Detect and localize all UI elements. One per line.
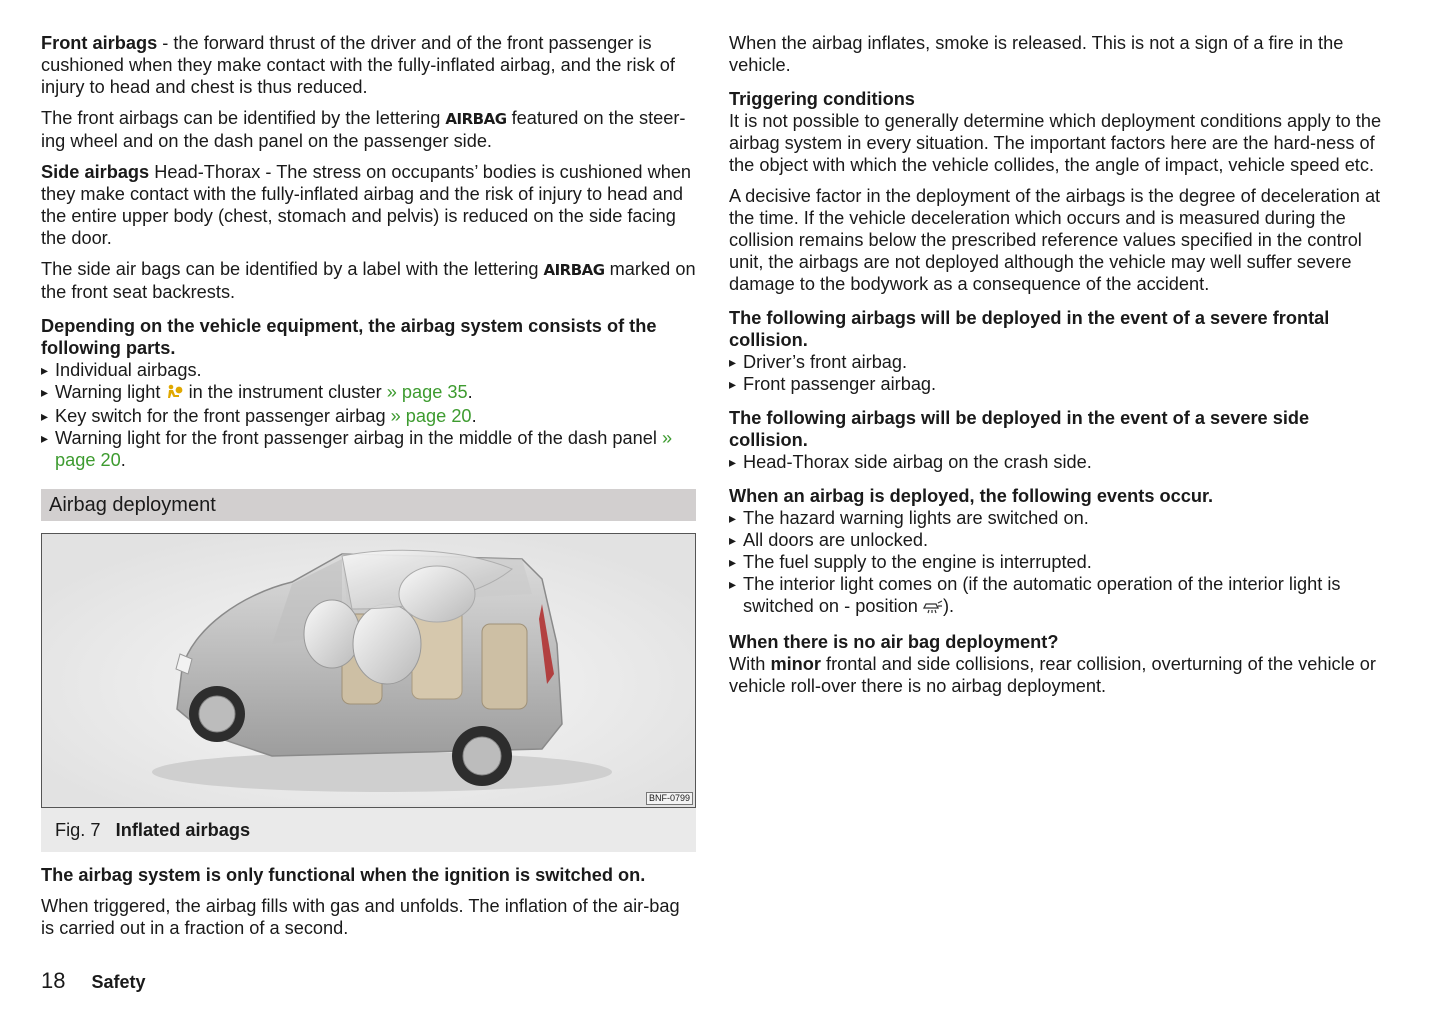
side-list	[729, 451, 1389, 473]
airbag-lettering: AIRBAG	[445, 110, 507, 128]
footer-section: Safety	[91, 972, 146, 992]
page-20-link[interactable]: » page 20	[55, 428, 673, 470]
left-column	[41, 32, 696, 948]
page-number: 18	[41, 968, 66, 993]
front-airbags-paragraph: Front airbags - the forward thrust of the driver and of the front passenger is cushioned when they make contact with the fully-inflated airbag, and the risk of injury to head and chest is thus reduced.	[41, 33, 675, 97]
parts-heading: Depending on the vehicle equipment, the airbag system consists of the following parts.	[41, 316, 657, 358]
frontal-list	[729, 351, 1389, 395]
decisive-paragraph: A decisive factor in the deployment of the airbags is the degree of deceleration at the time. If the vehicle deceleration which occurs and is measured during the collision remains below the prescribed reference values specified in the control unit, the airbags are not deployed although the vehicle may well suffer severe damage to the bodywork as a consequence of the accident.	[729, 186, 1381, 294]
frontal-heading: The following airbags will be deployed in the event of a severe frontal collision.	[729, 308, 1330, 350]
airbag-warning-icon	[166, 383, 184, 405]
events-heading: When an airbag is deployed, the following events occur.	[729, 486, 1214, 506]
interior-light-icon	[923, 597, 943, 619]
page-20-link[interactable]: » page 20	[390, 406, 472, 426]
triggering-heading: Triggering conditions	[729, 89, 915, 109]
list-item: ▸ The fuel supply to the engine is interrupted.	[729, 551, 1389, 573]
list-item: ▸ All doors are unlocked.	[729, 529, 1389, 551]
figure-code: BNF-0799	[646, 792, 693, 805]
list-item: ▸ The interior light comes on (if the automatic operation of the interior light is switched on - position ).	[729, 573, 1389, 619]
right-column	[729, 32, 1389, 706]
side-heading: The following airbags will be deployed in the event of a severe side collision.	[729, 408, 1310, 450]
side-airbags-paragraph: Side airbags Head-Thorax - The stress on occupants’ bodies is cushioned when they make contact with the fully-inflated airbag and the risk of injury to head and the entire upper body (chest, stomach and pelvis) is reduced on the side facing the door.	[41, 162, 692, 248]
list-item: ▸ Front passenger airbag.	[729, 373, 1389, 395]
list-item: ▸ Individual airbags.	[41, 359, 696, 381]
list-item: ▸ Head-Thorax side airbag on the crash side.	[729, 451, 1389, 473]
list-item: ▸ Warning light for the front passenger airbag in the middle of the dash panel » page 20.	[41, 427, 696, 471]
page-35-link[interactable]: » page 35	[386, 382, 468, 402]
page-footer	[41, 970, 146, 993]
list-item: ▸ Driver’s front airbag.	[729, 351, 1389, 373]
ignition-note: The airbag system is only functional when the ignition is switched on.	[41, 865, 646, 885]
events-list	[729, 507, 1389, 619]
airbag-lettering: AIRBAG	[543, 261, 605, 279]
no-deploy-heading: When there is no air bag deployment?	[729, 632, 1059, 652]
smoke-paragraph: When the airbag inflates, smoke is released. This is not a sign of a fire in the vehicle.	[729, 33, 1344, 75]
front-airbags-identification: The front airbags can be identified by the lettering AIRBAG featured on the steer-ing wheel and on the dash panel on the passenger side.	[41, 108, 686, 151]
figure-inflated-airbags	[41, 533, 696, 808]
side-airbags-identification: The side air bags can be identified by a label with the lettering AIRBAG marked on the front seat backrests.	[41, 259, 696, 302]
figure-caption: Fig. 7 Inflated airbags	[41, 808, 696, 852]
list-item: ▸ Key switch for the front passenger airbag » page 20.	[41, 405, 696, 427]
parts-list	[41, 359, 696, 471]
section-title-airbag-deployment: Airbag deployment	[41, 489, 696, 521]
triggering-paragraph: It is not possible to generally determine which deployment conditions apply to the airbag system in every situation. The important factors here are the hard-ness of the object with which the vehicle collides, the angle of impact, vehicle speed etc.	[729, 111, 1382, 175]
trigger-paragraph: When triggered, the airbag fills with gas and unfolds. The inflation of the air-bag is carried out in a fraction of a second.	[41, 896, 680, 938]
car-illustration	[42, 534, 695, 805]
list-item: ▸ Warning light in the instrument cluster » page 35.	[41, 381, 696, 405]
no-deploy-paragraph: With minor frontal and side collisions, rear collision, overturning of the vehicle or vehicle roll-over there is no airbag deployment.	[729, 654, 1376, 696]
list-item: ▸ The hazard warning lights are switched on.	[729, 507, 1389, 529]
